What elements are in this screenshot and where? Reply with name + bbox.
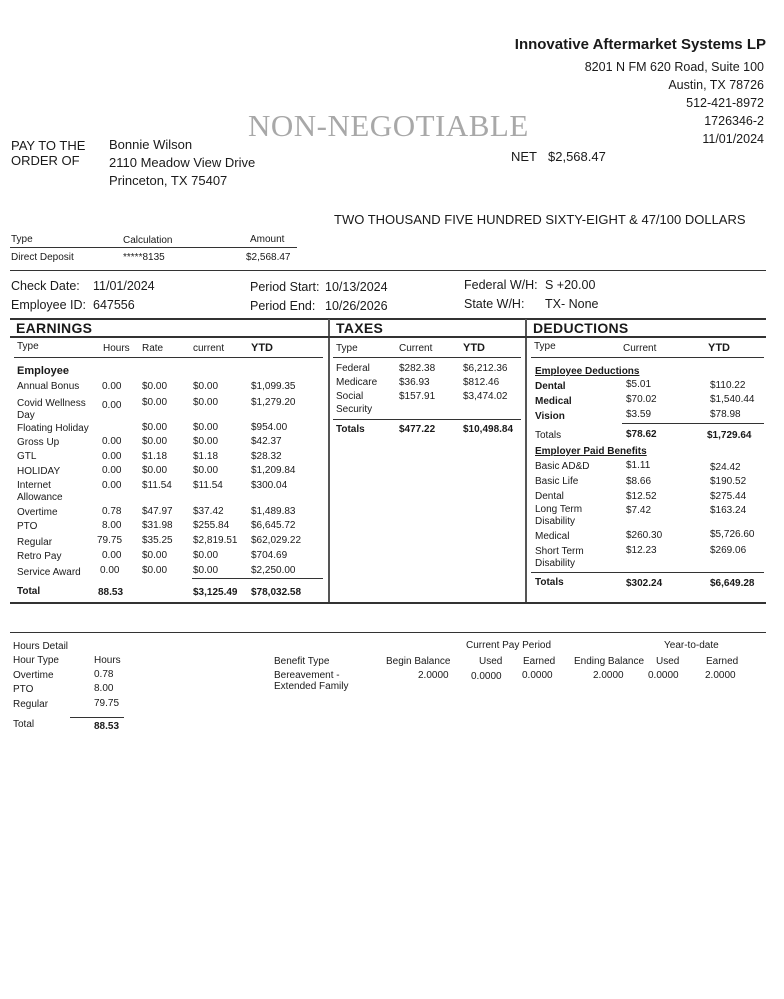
table-row-current: $12.52 (626, 491, 657, 502)
table-row-name: Gross Up (17, 437, 60, 448)
table-row-ytd: $28.32 (251, 451, 282, 462)
table-row-name: Retro Pay (17, 551, 62, 562)
table-row-name-cont: Disability (535, 516, 576, 527)
table-row-ytd: $275.44 (710, 491, 747, 502)
table-row-hours: 0.00 (102, 400, 122, 411)
employee-deductions-total-label: Totals (535, 430, 562, 441)
table-row-rate: $0.00 (142, 436, 168, 447)
table-row-name: Medicare (336, 377, 378, 388)
table-row-name: Basic Life (535, 476, 579, 487)
deposit-header-rule (10, 247, 297, 248)
employee-deductions-total-rule (622, 423, 764, 424)
employee-id-label: Employee ID: (11, 298, 87, 312)
deposit-type: Direct Deposit (11, 252, 74, 263)
table-row-name: Basic AD&D (535, 461, 590, 472)
table-row-ytd: $6,212.36 (463, 363, 508, 374)
benefit-row-used: 0.0000 (471, 671, 502, 682)
earnings-current-header: current (193, 343, 225, 354)
year-to-date-label: Year-to-date (664, 640, 719, 651)
table-row-name: Service Award (17, 567, 81, 578)
company-address: 8201 N FM 620 Road, Suite 100 (584, 60, 764, 74)
table-row-rate: $0.00 (142, 422, 168, 433)
table-row-current: $0.00 (193, 381, 219, 392)
taxes-current-header: Current (399, 343, 433, 354)
earnings-total-ytd: $78,032.58 (251, 587, 302, 598)
table-row-ytd: $5,726.60 (710, 529, 755, 540)
benefit-row-ytd-earned: 2.0000 (705, 670, 736, 681)
table-row-name: HOLIDAY (17, 466, 61, 477)
period-start: 10/13/2024 (325, 280, 388, 294)
earnings-ytd-header: YTD (251, 342, 273, 354)
table-row-ytd: $2,250.00 (251, 565, 296, 576)
taxes-type-header: Type (336, 343, 358, 354)
amount-in-words: TWO THOUSAND FIVE HUNDRED SIXTY-EIGHT & 47/100 DOLLARS (334, 212, 746, 227)
table-row-ytd: $110.22 (710, 380, 746, 391)
earnings-hours-header: Hours (103, 343, 130, 354)
table-row-ytd: $3,474.02 (463, 391, 508, 402)
table-row-name: Vision (535, 411, 565, 422)
table-row-name-cont: Security (336, 404, 373, 415)
table-row-current: $8.66 (626, 476, 652, 487)
table-row-hours: 0.00 (102, 480, 122, 491)
table-row-name: Long Term (535, 504, 583, 515)
table-row-name: Overtime (13, 670, 54, 681)
state-wh-label: State W/H: (464, 297, 525, 311)
ending-balance-header: Ending Balance (574, 656, 645, 667)
table-row-rate: $1.18 (142, 451, 168, 462)
table-row-ytd: $163.24 (710, 505, 747, 516)
deductions-title: DEDUCTIONS (533, 320, 629, 336)
deductions-ytd-header: YTD (708, 342, 730, 354)
check-date: 11/01/2024 (93, 279, 155, 293)
table-row-current: $5.01 (626, 379, 652, 390)
table-row-current: $1.11 (626, 460, 651, 471)
taxes-total-rule (333, 419, 521, 420)
earnings-type-header: Type (17, 341, 39, 352)
table-row-hours: 0.00 (100, 565, 120, 576)
table-row-hours: 79.75 (97, 535, 123, 546)
table-row-rate: $0.00 (142, 565, 168, 576)
table-row-name: Annual Bonus (17, 381, 80, 392)
table-row-rate: $0.00 (142, 381, 168, 392)
benefit-row-earned: 0.0000 (522, 670, 553, 681)
federal-wh-label: Federal W/H: (464, 278, 538, 292)
payee-city: Princeton, TX 75407 (109, 173, 228, 188)
table-row-name: Floating Holiday (17, 423, 89, 434)
table-row-current: $12.23 (626, 545, 657, 556)
sections-title-rule (10, 336, 766, 338)
table-row-hours: 0.00 (102, 550, 122, 561)
table-row-current: $282.38 (399, 363, 436, 374)
table-row-ytd: $812.46 (463, 377, 500, 388)
table-row-hours: 8.00 (102, 520, 122, 531)
deposit-calc-header: Calculation (123, 235, 173, 246)
ytd-earned-header: Earned (706, 656, 739, 667)
table-row-current: $37.42 (193, 506, 224, 517)
hours-total-label: Total (13, 719, 35, 730)
employee-deductions-total-ytd: $1,729.64 (707, 430, 752, 441)
table-row-name-cont: Allowance (17, 492, 63, 503)
table-row-current: $0.00 (193, 565, 219, 576)
table-row-rate: $0.00 (142, 465, 168, 476)
deductions-header-rule (531, 357, 764, 358)
hours-detail-title: Hours Detail (13, 641, 69, 652)
employer-benefits-total-ytd: $6,649.28 (710, 578, 755, 589)
table-row-ytd: $1,279.20 (251, 397, 296, 408)
table-row-ytd: $300.04 (251, 480, 288, 491)
table-row-hours: 0.78 (102, 506, 122, 517)
employer-benefits-total-rule (531, 572, 764, 573)
net-label: NET (511, 149, 537, 164)
check-number: 1726346-2 (704, 114, 764, 128)
table-row-current: $3.59 (626, 409, 652, 420)
taxes-total-ytd: $10,498.84 (463, 424, 514, 435)
hours-header: Hours (94, 655, 121, 666)
table-row-name: Regular (17, 537, 53, 548)
taxes-title: TAXES (336, 320, 384, 336)
table-row-current: $0.00 (193, 465, 219, 476)
table-row-name: Dental (535, 381, 566, 392)
deposit-amount-header: Amount (250, 234, 285, 245)
table-row-name-cont: Disability (535, 558, 576, 569)
table-row-current: $70.02 (626, 394, 657, 405)
deductions-current-header: Current (623, 343, 657, 354)
table-row-name: Internet (17, 480, 51, 491)
deposit-bottom-rule (10, 270, 766, 271)
table-row-ytd: $704.69 (251, 550, 288, 561)
earnings-total-hours: 88.53 (98, 587, 124, 598)
table-row-name: Short Term (535, 546, 584, 557)
table-row-current: $1.18 (193, 451, 219, 462)
table-row-current: $157.91 (399, 391, 436, 402)
earnings-taxes-divider (328, 319, 330, 602)
taxes-header-rule (333, 357, 521, 358)
earnings-total-current: $3,125.49 (193, 587, 238, 598)
table-row-ytd: $6,645.72 (251, 520, 296, 531)
table-row-current: $11.54 (193, 480, 223, 491)
pay-to-label-1: PAY TO THE (11, 138, 86, 153)
sections-top-rule (10, 318, 766, 320)
table-row-name: GTL (17, 451, 37, 462)
table-row-hours: 8.00 (94, 683, 114, 694)
company-phone: 512-421-8972 (686, 96, 764, 110)
state-wh: TX- None (545, 297, 599, 311)
non-negotiable-watermark: NON-NEGOTIABLE (248, 108, 529, 143)
table-row-current: $7.42 (626, 505, 652, 516)
table-row-current: $36.93 (399, 377, 430, 388)
table-row-name: Overtime (17, 507, 58, 518)
employer-benefits-title: Employer Paid Benefits (535, 446, 647, 457)
pay-to-label-2: ORDER OF (11, 153, 80, 168)
deductions-type-header: Type (534, 341, 556, 352)
period-end-label: Period End: (250, 299, 316, 313)
hours-total-value: 88.53 (94, 721, 120, 732)
table-row-current: $0.00 (193, 397, 219, 408)
current-pay-period-label: Current Pay Period (466, 640, 552, 651)
deposit-amount: $2,568.47 (246, 252, 291, 263)
hour-type-header: Hour Type (13, 655, 59, 666)
earnings-header-rule (14, 357, 323, 358)
period-end: 10/26/2026 (325, 299, 388, 313)
table-row-ytd: $24.42 (710, 462, 741, 473)
earnings-rate-header: Rate (142, 343, 164, 354)
sections-bottom-rule (10, 602, 766, 604)
table-row-ytd: $42.37 (251, 436, 282, 447)
benefit-row-name-cont: Extended Family (274, 681, 349, 692)
deposit-type-header: Type (11, 234, 33, 245)
table-row-ytd: $62,029.22 (251, 535, 302, 546)
table-row-name: Covid Wellness (17, 398, 86, 409)
table-row-name: Dental (535, 491, 564, 502)
earnings-title: EARNINGS (16, 320, 93, 336)
table-row-name: Medical (535, 531, 570, 542)
table-row-hours: 0.78 (94, 669, 114, 680)
payee-name: Bonnie Wilson (109, 137, 193, 152)
earnings-group-label: Employee (17, 365, 69, 377)
table-row-current: $2,819.51 (193, 535, 238, 546)
taxes-deductions-divider (525, 319, 527, 602)
table-row-hours: 0.00 (102, 451, 122, 462)
table-row-ytd: $1,209.84 (251, 465, 296, 476)
table-row-name-cont: Day (17, 410, 35, 421)
check-header-date: 11/01/2024 (702, 132, 764, 146)
taxes-total-current: $477.22 (399, 424, 436, 435)
table-row-name: PTO (17, 521, 38, 532)
table-row-ytd: $1,540.44 (710, 394, 755, 405)
used-header: Used (479, 656, 503, 667)
table-row-ytd: $78.98 (710, 409, 741, 420)
benefit-row-begin: 2.0000 (418, 670, 449, 681)
table-row-ytd: $1,099.35 (251, 381, 296, 392)
net-amount: $2,568.47 (548, 149, 606, 164)
earnings-total-rule (192, 578, 323, 579)
table-row-hours: 0.00 (102, 436, 122, 447)
taxes-ytd-header: YTD (463, 342, 485, 354)
employer-benefits-total-label: Totals (535, 577, 564, 588)
table-row-rate: $47.97 (142, 506, 173, 517)
employer-benefits-total-current: $302.24 (626, 578, 663, 589)
earnings-total-label: Total (17, 586, 41, 597)
federal-wh: S +20.00 (545, 278, 596, 292)
table-row-rate: $35.25 (142, 535, 173, 546)
benefit-type-header: Benefit Type (274, 656, 330, 667)
table-row-name: Medical (535, 396, 572, 407)
ytd-used-header: Used (656, 656, 680, 667)
period-start-label: Period Start: (250, 280, 320, 294)
table-row-ytd: $954.00 (251, 422, 288, 433)
payee-street: 2110 Meadow View Drive (109, 155, 256, 170)
table-row-rate: $31.98 (142, 520, 173, 531)
benefit-row-ending: 2.0000 (593, 670, 624, 681)
table-row-ytd: $1,489.83 (251, 506, 296, 517)
employee-deductions-title: Employee Deductions (535, 366, 640, 377)
company-name: Innovative Aftermarket Systems LP (514, 36, 766, 53)
begin-balance-header: Begin Balance (386, 656, 451, 667)
earned-header: Earned (523, 656, 556, 667)
table-row-name: PTO (13, 684, 34, 695)
hours-total-rule (70, 717, 124, 718)
table-row-rate: $0.00 (142, 550, 168, 561)
benefit-row-ytd-used: 0.0000 (648, 670, 679, 681)
company-city: Austin, TX 78726 (668, 78, 764, 92)
table-row-current: $255.84 (193, 520, 230, 531)
employee-id: 647556 (93, 298, 135, 312)
detail-top-rule (10, 632, 766, 633)
table-row-current: $0.00 (193, 436, 219, 447)
table-row-name: Regular (13, 699, 49, 710)
table-row-hours: 0.00 (102, 381, 122, 392)
table-row-rate: $0.00 (142, 397, 168, 408)
taxes-total-label: Totals (336, 424, 365, 435)
table-row-hours: 0.00 (102, 465, 122, 476)
table-row-hours: 79.75 (94, 698, 120, 709)
table-row-current: $0.00 (193, 422, 219, 433)
table-row-current: $0.00 (193, 550, 219, 561)
benefit-row-name: Bereavement - (274, 670, 340, 681)
table-row-ytd: $190.52 (710, 476, 747, 487)
table-row-name: Federal (336, 363, 370, 374)
table-row-ytd: $269.06 (710, 545, 747, 556)
deposit-account: *****8135 (123, 252, 165, 263)
table-row-current: $260.30 (626, 530, 663, 541)
employee-deductions-total-current: $78.62 (626, 429, 657, 440)
check-date-label: Check Date: (11, 279, 80, 293)
table-row-rate: $11.54 (142, 480, 172, 491)
table-row-name: Social (336, 391, 364, 402)
